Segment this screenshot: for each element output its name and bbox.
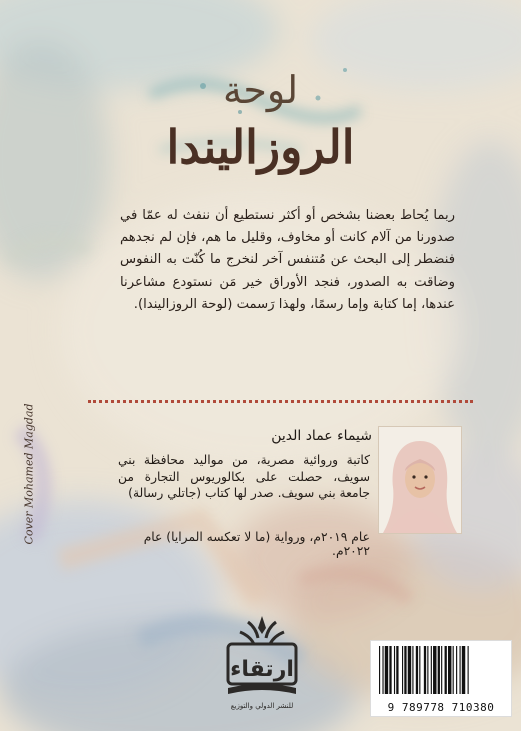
barcode-bar <box>394 646 395 694</box>
publisher-logo-mark <box>220 614 304 714</box>
barcode-bar <box>468 646 469 694</box>
barcode-bar <box>419 646 420 694</box>
barcode-bar <box>408 646 411 694</box>
barcode-bar <box>431 646 432 694</box>
barcode-bar <box>416 646 418 694</box>
cover-credit-text: Cover Mohamed Magdad <box>22 403 36 545</box>
barcode-bar <box>427 646 428 694</box>
author-portrait-image <box>379 427 461 533</box>
barcode-bar <box>445 646 447 694</box>
title-line-2: الروزاليندا <box>166 120 355 174</box>
barcode-bar <box>396 646 398 694</box>
barcode-bar <box>448 646 451 694</box>
author-photo <box>378 426 462 534</box>
barcode-bar <box>389 646 391 694</box>
barcode-bar <box>433 646 436 694</box>
author-bio-dates: عام ٢٠١٩م، ورواية (ما لا تعكسه المرايا) عام ٢٠٢٢م. <box>143 530 370 558</box>
barcode-bar <box>379 646 380 694</box>
barcode-bar <box>404 646 406 694</box>
author-bio: كاتبة وروائية مصرية، من مواليد محافظة بني سويف، حصلت على بكالوريوس التجارة من جامعة بني سويف. صدر لها كتاب (جاتلي رسالة) <box>118 453 370 501</box>
barcode-bar <box>460 646 461 694</box>
isbn-barcode <box>370 640 512 717</box>
dotted-divider <box>88 400 473 403</box>
title-line-1: لوحة <box>222 68 299 112</box>
barcode-bar <box>385 646 388 694</box>
barcode-bar <box>441 646 442 694</box>
author-name: شيماء عماد الدين <box>271 428 372 444</box>
barcode-bar <box>382 646 383 694</box>
barcode-bar <box>424 646 426 694</box>
barcode-bar <box>412 646 413 694</box>
barcode-bar <box>456 646 457 694</box>
synopsis-text: ربما يُحاط بعضنا بشخص أو أكثر نستطيع أن ننفث له عمّا في صدورنا من آلام كانت أو مخاوف، وقليل ما هم، فإن لم نجدهم فنضطر إلى البحث عن مُتنفس آخر لنخرج ما كُنّت به النفوس وضاقت به الصدور، فنجد الأوراق خير مَن نستودع مشاعرنا عندها، إما كتابة وإما رسمًا، ولهذا رَسمت (لوحة الروزاليندا). <box>120 208 455 312</box>
cover-designer-credit <box>14 403 40 550</box>
isbn-number: 9 789778 710380 <box>387 701 495 714</box>
barcode-bars <box>371 644 511 702</box>
publisher-logo <box>220 614 304 714</box>
barcode-bar <box>402 646 403 694</box>
barcode-bar <box>438 646 440 694</box>
publisher-tagline: للنشر الدولي والتوزيع <box>230 702 294 710</box>
barcode-bar <box>462 646 465 694</box>
publisher-logo-text: ارتقاء <box>230 657 294 682</box>
barcode-bar <box>453 646 454 694</box>
